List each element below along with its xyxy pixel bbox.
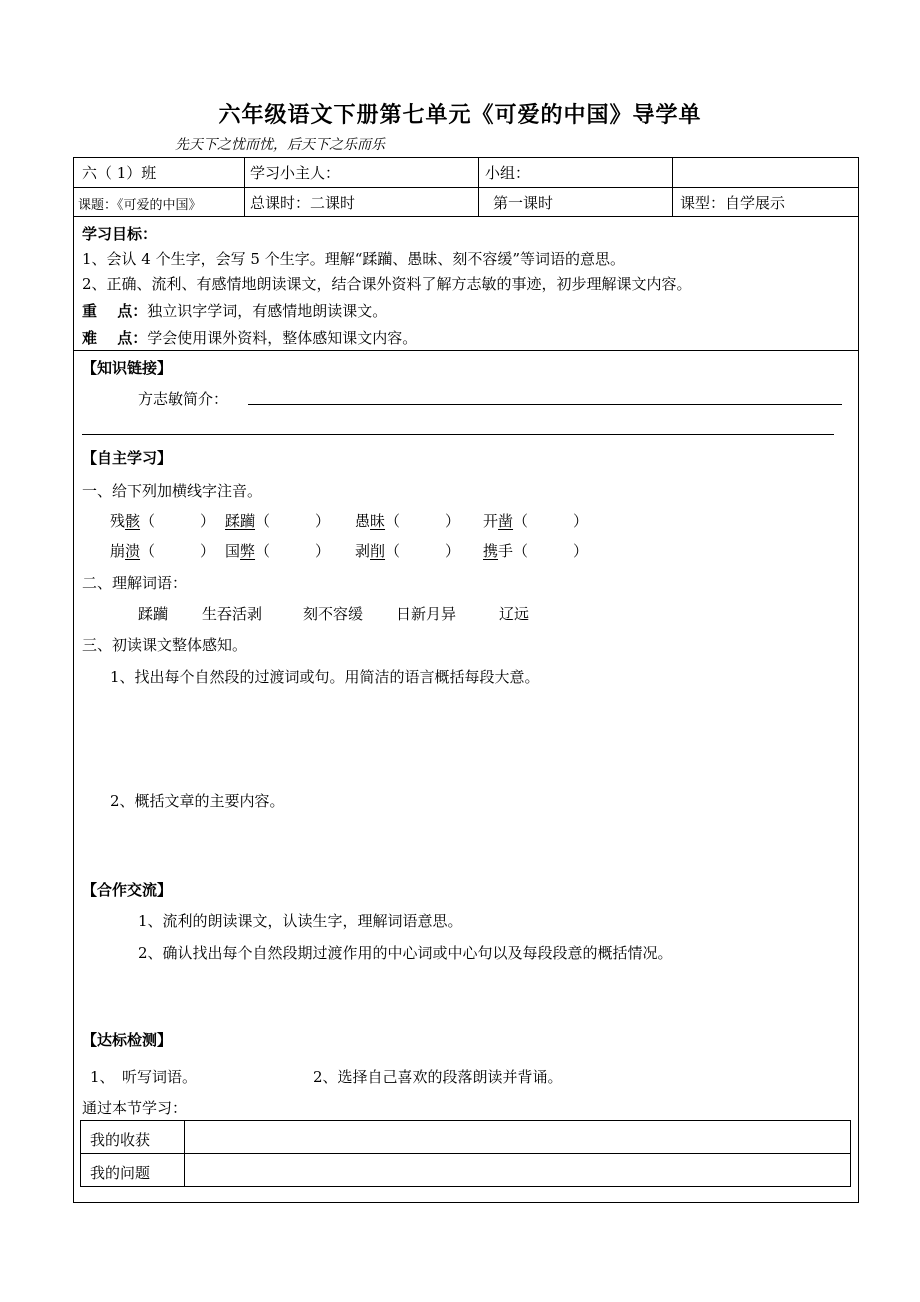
objective-item-1: 1、会认 4 个生字，会写 5 个生字。理解“蹂躏、愚昧、刻不容缓”等词语的意思。	[82, 250, 626, 268]
assessment-item-2: 2、选择自己喜欢的段落朗读并背诵。	[313, 1068, 563, 1086]
header-col-divider-2	[478, 157, 479, 216]
reflection-col-divider	[184, 1120, 185, 1187]
pinyin-item: 崩溃（ ）	[110, 542, 216, 560]
pinyin-item: 愚昧（ ）	[355, 512, 461, 530]
host-label: 学习小主人：	[250, 164, 341, 182]
knowledge-heading: 【知识链接】	[82, 359, 173, 377]
vocabulary-list	[138, 603, 529, 624]
current-hour: 第一课时	[493, 194, 554, 212]
header-bottom-border	[73, 216, 859, 217]
cooperation-heading: 【合作交流】	[82, 881, 173, 899]
bio-blank-line-2[interactable]	[82, 434, 834, 435]
assessment-heading: 【达标检测】	[82, 1031, 173, 1049]
difficulty-text: 学会使用课外资料，整体感知课文内容。	[147, 329, 418, 347]
vocab-word: 刻不容缓	[303, 605, 364, 623]
objectives-heading: 学习目标：	[82, 225, 158, 243]
question-label: 我的问题	[90, 1164, 151, 1182]
pinyin-item: 国弊（ ）	[225, 542, 331, 560]
page-title: 六年级语文下册第七单元《可爱的中国》导学单	[218, 102, 702, 128]
topic-label: 课题：《可爱的中国》	[78, 198, 202, 213]
pinyin-item: 剥削（ ）	[355, 542, 461, 560]
pinyin-item: 蹂躏（ ）	[225, 512, 331, 530]
class-label: 六（ 1）班	[82, 164, 157, 182]
question-1: 一、给下列加横线字注音。	[82, 482, 263, 500]
header-col-divider-1	[244, 157, 245, 216]
gain-label: 我的收获	[90, 1131, 151, 1149]
group-label: 小组：	[485, 164, 531, 182]
pinyin-item: 开凿（ ）	[483, 512, 589, 530]
bio-blank-line-1[interactable]	[248, 404, 842, 405]
summary-label: 通过本节学习：	[82, 1099, 188, 1117]
lesson-type: 课型：自学展示	[680, 194, 786, 212]
header-col-divider-3	[672, 157, 673, 216]
difficulty-point	[82, 327, 417, 348]
vocab-word: 蹂躏	[138, 605, 169, 623]
pinyin-row-2	[110, 540, 588, 561]
objectives-bottom-border	[73, 350, 859, 351]
difficulty-label: 难 点：	[82, 329, 148, 347]
total-hours: 总课时：二课时	[250, 194, 356, 212]
key-point	[82, 300, 387, 321]
gain-input[interactable]	[186, 1122, 849, 1152]
question-input[interactable]	[186, 1155, 849, 1185]
pinyin-item: 残骸（ ）	[110, 512, 216, 530]
reflection-row-divider	[80, 1153, 851, 1154]
question-3-1: 1、找出每个自然段的过渡词或句。用简洁的语言概括每段大意。	[110, 668, 540, 686]
question-3: 三、初读课文整体感知。	[82, 636, 248, 654]
key-point-label: 重 点：	[82, 302, 148, 320]
question-2: 二、理解词语：	[82, 574, 188, 592]
motto: 先天下之忧而忧，后天下之乐而乐	[175, 137, 385, 153]
vocab-word: 辽远	[499, 605, 530, 623]
self-study-heading: 【自主学习】	[82, 449, 173, 467]
key-point-text: 独立识字学词，有感情地朗读课文。	[147, 302, 388, 320]
cooperation-item-1: 1、流利的朗读课文，认读生字，理解词语意思。	[138, 912, 463, 930]
header-row-divider	[73, 187, 859, 188]
bio-label: 方志敏简介：	[138, 390, 229, 408]
vocab-word: 生吞活剥	[202, 605, 263, 623]
question-3-2: 2、概括文章的主要内容。	[110, 792, 285, 810]
vocab-word: 日新月异	[396, 605, 457, 623]
pinyin-item: 携手（ ）	[483, 542, 589, 560]
pinyin-row-1	[110, 510, 588, 531]
cooperation-item-2: 2、确认找出每个自然段期过渡作用的中心词或中心句以及每段段意的概括情况。	[138, 944, 673, 962]
objective-item-2: 2、正确、流利、有感情地朗读课文，结合课外资料了解方志敏的事迹，初步理解课文内容。	[82, 275, 692, 293]
assessment-item-1: 1、 听写词语。	[90, 1068, 198, 1086]
